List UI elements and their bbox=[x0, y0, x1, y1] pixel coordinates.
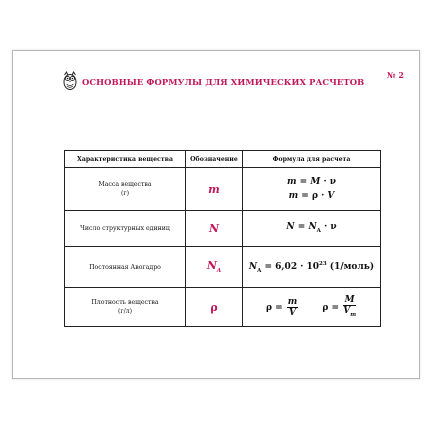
table-row-avogadro bbox=[65, 247, 381, 288]
page-title: ОСНОВНЫЕ ФОРМУЛЫ ДЛЯ ХИМИЧЕСКИХ РАСЧЕТОВ bbox=[82, 77, 365, 87]
cell-symbol: N bbox=[186, 211, 243, 247]
formula-density-mass-volume: ρ = $\frac{m}{V}$ bbox=[265, 296, 298, 318]
table-row-structural-units bbox=[65, 211, 381, 247]
cell-symbol: m bbox=[186, 168, 243, 211]
owl-icon bbox=[62, 70, 78, 90]
cell-description: Масса вещества (г) bbox=[65, 168, 186, 211]
formula-table bbox=[64, 150, 381, 327]
formula-line: m = M · ν bbox=[287, 177, 336, 187]
cell-formula: $N_A = 6,02 \cdot 10^{23}$ (1/моль) bbox=[243, 247, 381, 288]
column-header-characteristic: Характеристика вещества bbox=[65, 151, 186, 168]
cell-symbol: $N_A$ bbox=[186, 247, 243, 288]
table-row-mass bbox=[65, 168, 381, 211]
formula-density-molar: ρ = $\frac{M}{V_m}$ bbox=[322, 294, 357, 318]
sheet-number: № 2 bbox=[386, 70, 404, 80]
cell-description: Постоянная Авогадро bbox=[65, 247, 186, 288]
cell-symbol: ρ bbox=[186, 288, 243, 327]
cell-formula bbox=[243, 288, 381, 327]
table-header-row bbox=[65, 151, 381, 168]
cell-formula bbox=[243, 168, 381, 211]
table-row-density bbox=[65, 288, 381, 327]
poster-header bbox=[62, 70, 404, 92]
cell-description: Плотность вещества (г/л) bbox=[65, 288, 186, 327]
column-header-formula: Формула для расчета bbox=[243, 151, 381, 168]
cell-description: Число структурных единиц bbox=[65, 211, 186, 247]
formula-line: m = ρ · V bbox=[288, 191, 335, 201]
column-header-symbol: Обозначение bbox=[186, 151, 243, 168]
cell-formula: $N = N_A \cdot \nu$ bbox=[243, 211, 381, 247]
